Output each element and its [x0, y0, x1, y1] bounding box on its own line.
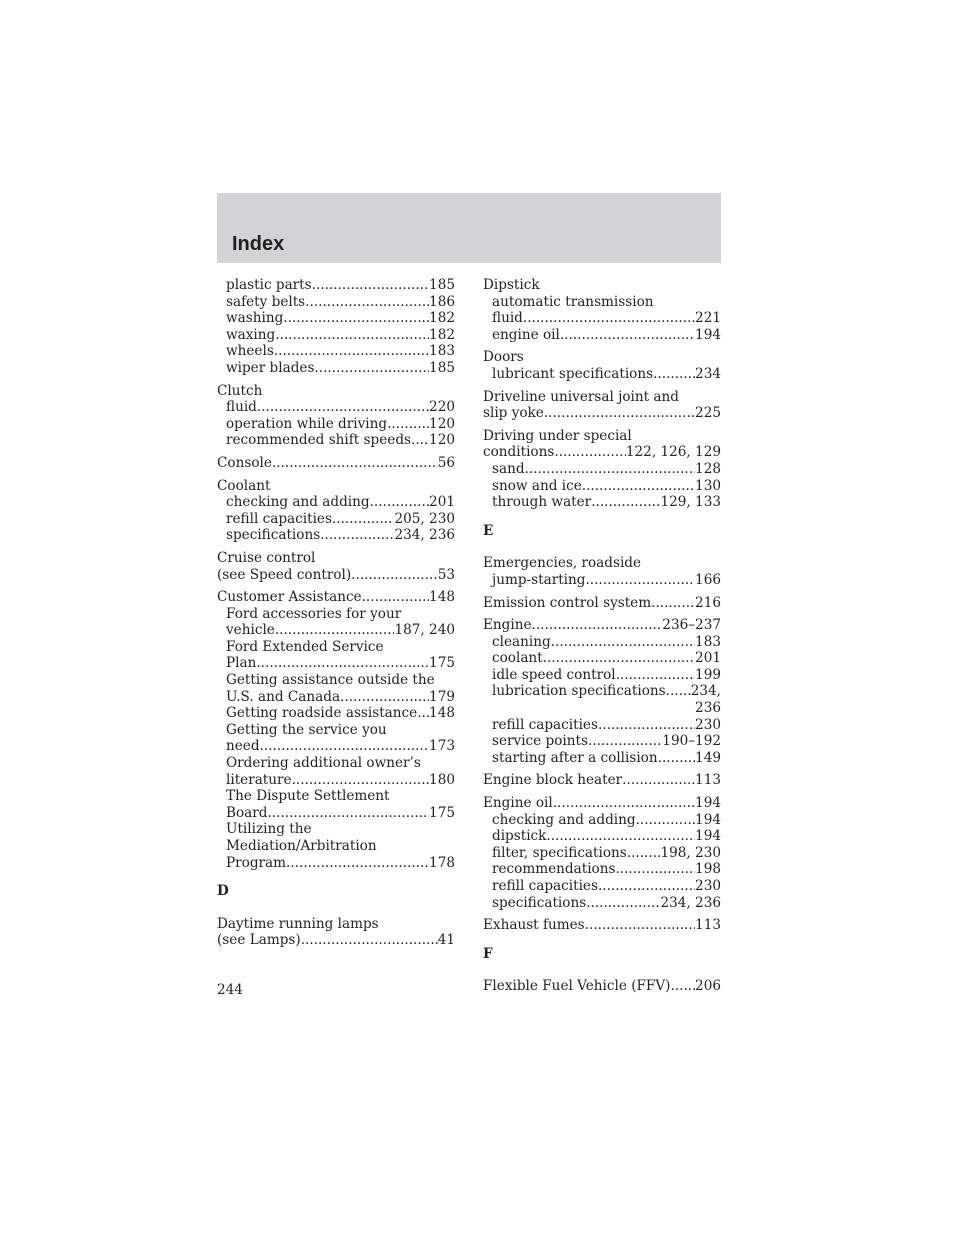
- dot-leader: [670, 978, 695, 995]
- index-entry: [483, 917, 721, 934]
- index-subentry: [217, 310, 455, 327]
- dot-leader: [312, 277, 429, 294]
- index-text: idle speed control: [492, 666, 616, 683]
- index-text: checking and adding: [492, 811, 636, 828]
- index-entry: [483, 978, 721, 995]
- dot-leader: [582, 478, 695, 495]
- index-text: through water: [492, 494, 592, 511]
- page-ref: 194: [695, 326, 721, 343]
- index-text: U.S. and Canada: [226, 688, 341, 705]
- page-ref: 199: [695, 666, 721, 683]
- index-text: recommendations: [492, 861, 616, 878]
- index-text: washing: [226, 310, 284, 327]
- index-text: Mediation/Arbitration: [226, 838, 377, 854]
- index-text: automatic transmission: [492, 293, 654, 310]
- index-column-left: [217, 277, 455, 955]
- index-subentry: [483, 845, 721, 862]
- index-subentry: [483, 733, 721, 750]
- dot-leader: [523, 310, 695, 327]
- index-subentry: [217, 722, 455, 739]
- index-term: [483, 917, 721, 934]
- index-subentry: [217, 689, 455, 706]
- index-text: Engine: [483, 617, 532, 634]
- index-subentry: [483, 750, 721, 767]
- index-term: [483, 772, 721, 789]
- dot-leader: [275, 622, 395, 639]
- index-header-bar: [217, 193, 721, 263]
- index-subentry: [483, 634, 721, 651]
- index-text: literature: [226, 771, 292, 788]
- index-subentry: [217, 755, 455, 772]
- index-subentry: [483, 667, 721, 684]
- index-subentry: [217, 738, 455, 755]
- index-term: [483, 555, 721, 572]
- dot-leader: [362, 589, 429, 606]
- index-text: Clutch: [217, 382, 263, 399]
- dot-leader: [532, 617, 663, 634]
- index-subentry: [217, 399, 455, 416]
- dot-leader: [292, 772, 429, 789]
- index-text: (see Lamps): [217, 932, 301, 949]
- index-entry: [483, 428, 721, 511]
- dot-leader: [553, 795, 695, 812]
- index-text: refill capacities: [492, 878, 598, 894]
- index-text: refill capacities: [226, 510, 332, 527]
- index-text: Cruise control: [217, 549, 316, 566]
- dot-leader: [666, 683, 691, 700]
- index-subentry: [483, 683, 721, 700]
- index-text: Emergencies, roadside: [483, 555, 642, 572]
- index-subentry: [483, 572, 721, 589]
- index-text: operation while driving: [226, 415, 388, 432]
- index-entry: [483, 772, 721, 789]
- dot-leader: [622, 772, 695, 789]
- index-subentry: [217, 511, 455, 528]
- index-text: recommended shift speeds: [226, 432, 412, 449]
- page-number: 244: [217, 982, 243, 998]
- index-text: filter, specifications: [492, 844, 627, 861]
- dot-leader: [272, 455, 438, 472]
- page-ref: 225: [695, 405, 721, 422]
- dot-leader: [286, 855, 429, 872]
- page-ref: 56: [437, 454, 455, 471]
- page-ref: 149: [695, 749, 721, 766]
- page-ref: 186: [429, 293, 455, 310]
- page-ref: 130: [695, 477, 721, 494]
- index-term: [483, 428, 721, 445]
- dot-leader: [314, 360, 429, 377]
- index-entry: [217, 550, 455, 583]
- dot-leader: [636, 812, 695, 829]
- dot-leader: [554, 444, 626, 461]
- index-text: The Dispute Settlement: [226, 788, 390, 805]
- page-ref: 194: [695, 828, 721, 845]
- dot-leader: [658, 750, 695, 767]
- dot-leader: [543, 650, 695, 667]
- dot-leader: [615, 861, 695, 878]
- page-ref: 198: [695, 861, 721, 878]
- index-subentry: [483, 327, 721, 344]
- index-term: [483, 795, 721, 812]
- index-text: safety belts: [226, 293, 306, 310]
- index-column-right: [483, 277, 721, 1001]
- index-subentry: [217, 639, 455, 656]
- index-term: [217, 383, 455, 400]
- index-entry: [217, 916, 455, 949]
- index-text: engine oil: [492, 326, 560, 343]
- page-ref: 187, 240: [394, 622, 455, 639]
- index-term: [483, 595, 721, 612]
- dot-leader: [275, 327, 429, 344]
- page-ref: 120: [429, 432, 455, 449]
- page-ref: 205, 230: [394, 510, 455, 527]
- index-subentry: [217, 855, 455, 872]
- index-text: refill capacities: [492, 716, 598, 733]
- index-subentry: [217, 821, 455, 838]
- index-text: cleaning: [492, 633, 551, 650]
- index-text: lubrication specifications: [492, 683, 666, 700]
- page-ref: 128: [695, 460, 721, 477]
- dot-leader: [340, 689, 429, 706]
- dot-leader: [301, 932, 438, 949]
- dot-leader: [274, 343, 429, 360]
- index-text: sand: [492, 460, 525, 477]
- page-ref: 148: [429, 705, 455, 722]
- index-text: vehicle: [226, 622, 275, 639]
- index-text: fluid: [492, 310, 523, 327]
- section-letter: D: [217, 883, 229, 900]
- index-subentry: [217, 655, 455, 672]
- index-entry: [217, 589, 455, 871]
- index-text: Getting assistance outside the: [226, 672, 435, 689]
- index-text: Exhaust fumes: [483, 917, 585, 934]
- index-text: conditions: [483, 444, 555, 461]
- index-text: plastic parts: [226, 277, 312, 293]
- page-ref: 113: [695, 772, 721, 789]
- page-ref: 148: [429, 589, 455, 606]
- index-text: specifications: [226, 527, 321, 544]
- dot-leader: [256, 655, 429, 672]
- page-ref: 221: [695, 310, 721, 327]
- index-subentry: [217, 360, 455, 377]
- page-title: Index: [232, 233, 285, 255]
- index-entry: [217, 478, 455, 544]
- index-text: Plan: [226, 655, 257, 672]
- page-ref: 179: [429, 688, 455, 705]
- dot-leader: [257, 399, 429, 416]
- index-subentry: [217, 527, 455, 544]
- page-ref: 41: [437, 932, 455, 949]
- index-entry: [217, 383, 455, 449]
- index-subentry: [483, 861, 721, 878]
- index-subentry: [217, 838, 455, 855]
- index-entry: [483, 595, 721, 612]
- index-text: Getting the service you: [226, 721, 387, 738]
- index-subentry: [217, 432, 455, 449]
- dot-leader: [653, 366, 695, 383]
- index-subentry: [217, 606, 455, 623]
- dot-leader: [598, 878, 695, 895]
- index-term: [483, 349, 721, 366]
- dot-leader: [387, 416, 429, 433]
- page-ref: 178: [429, 854, 455, 871]
- page-ref: 230: [695, 878, 721, 894]
- dot-leader: [260, 738, 430, 755]
- index-subentry: [483, 478, 721, 495]
- index-text: Ordering additional owner’s: [226, 755, 421, 772]
- index-subentry: [483, 650, 721, 667]
- index-subentry: [217, 343, 455, 360]
- index-text: specifications: [492, 894, 587, 911]
- index-subentry: [483, 828, 721, 845]
- dot-leader: [585, 917, 695, 934]
- index-entry: [483, 277, 721, 343]
- dot-leader: [267, 805, 429, 822]
- index-entry: [483, 349, 721, 382]
- index-text: slip yoke: [483, 405, 544, 422]
- page-ref: 183: [695, 633, 721, 650]
- index-text: checking and adding: [226, 494, 370, 511]
- page-ref: 183: [429, 343, 455, 360]
- page-ref: 180: [429, 771, 455, 788]
- index-term: [217, 550, 455, 567]
- dot-leader: [417, 705, 429, 722]
- index-subentry: [483, 366, 721, 383]
- index-subentry: [217, 772, 455, 789]
- index-text: Getting roadside assistance: [226, 705, 418, 722]
- index-text: Board: [226, 804, 268, 821]
- page-ref: 206: [695, 978, 721, 995]
- index-subentry: [217, 277, 455, 294]
- index-term: [483, 444, 721, 461]
- index-subentry: [217, 805, 455, 822]
- index-subentry: [217, 672, 455, 689]
- index-subentry: [217, 416, 455, 433]
- index-subentry: [483, 494, 721, 511]
- page-ref: 166: [695, 571, 721, 588]
- dot-leader: [598, 717, 695, 734]
- page-ref: 175: [429, 804, 455, 821]
- index-line-continuation: [483, 700, 721, 717]
- index-text: snow and ice: [492, 477, 582, 494]
- dot-leader: [551, 634, 695, 651]
- dot-leader: [588, 733, 662, 750]
- index-entry: [483, 617, 721, 766]
- page-ref: 194: [695, 811, 721, 828]
- dot-leader: [546, 828, 695, 845]
- page-ref: 185: [429, 277, 455, 293]
- index-term: [217, 455, 455, 472]
- index-text: fluid: [226, 399, 257, 416]
- dot-leader: [370, 494, 429, 511]
- index-text: coolant: [492, 650, 543, 667]
- index-text: Driveline universal joint and: [483, 388, 679, 405]
- dot-leader: [411, 432, 429, 449]
- page-ref: 198, 230: [660, 844, 721, 861]
- page-ref: 194: [695, 795, 721, 812]
- index-term: [483, 277, 721, 294]
- page-ref: 201: [429, 494, 455, 511]
- index-text: wiper blades: [226, 359, 315, 376]
- index-text: Doors: [483, 349, 524, 366]
- index-text: Program: [226, 854, 287, 871]
- index-text: Emission control system: [483, 594, 652, 611]
- index-subentry: [483, 717, 721, 734]
- index-text: jump-starting: [492, 571, 586, 588]
- dot-leader: [585, 572, 695, 589]
- page-ref: 173: [429, 738, 455, 755]
- page-ref: 220: [429, 399, 455, 416]
- dot-leader: [332, 511, 395, 528]
- index-subentry: [217, 327, 455, 344]
- index-text: Ford Extended Service: [226, 638, 384, 655]
- page-ref: 230: [695, 716, 721, 733]
- page-ref: 234, 236: [660, 894, 721, 911]
- index-term: [483, 978, 721, 995]
- index-subentry: [217, 494, 455, 511]
- index-subentry: [483, 895, 721, 912]
- index-term: [483, 405, 721, 422]
- dot-leader: [560, 327, 695, 344]
- index-entry: [217, 277, 455, 377]
- index-text: Flexible Fuel Vehicle (FFV): [483, 978, 671, 995]
- index-text: waxing: [226, 326, 276, 343]
- page-ref: 234: [695, 365, 721, 382]
- index-entry: [483, 389, 721, 422]
- page-ref: 175: [429, 655, 455, 672]
- index-term: [217, 932, 455, 949]
- index-term: [483, 617, 721, 634]
- index-text: starting after a collision: [492, 749, 658, 766]
- index-subentry: [483, 310, 721, 327]
- page-ref: 182: [429, 326, 455, 343]
- index-text: Coolant: [217, 477, 271, 494]
- index-text: dipstick: [492, 828, 547, 845]
- page-ref: 185: [429, 359, 455, 376]
- section-letter: E: [483, 522, 494, 539]
- index-text: Engine block heater: [483, 772, 623, 789]
- page-ref: 236: [695, 700, 721, 717]
- index-subentry: [217, 294, 455, 311]
- dot-leader: [627, 845, 661, 862]
- page-ref: 216: [695, 594, 721, 611]
- index-term: [217, 589, 455, 606]
- index-entry: [483, 555, 721, 588]
- dot-leader: [305, 294, 429, 311]
- page-ref: 201: [695, 650, 721, 667]
- index-entry: [483, 795, 721, 911]
- index-text: (see Speed control): [217, 566, 352, 583]
- page-ref: 234,: [690, 683, 721, 700]
- index-subentry: [483, 878, 721, 895]
- index-subentry: [483, 812, 721, 829]
- page-ref: 236–237: [662, 617, 721, 634]
- index-text: Dipstick: [483, 277, 540, 293]
- dot-leader: [351, 567, 438, 584]
- index-subentry: [483, 294, 721, 311]
- page-ref: 122, 126, 129: [625, 444, 721, 461]
- index-text: service points: [492, 733, 588, 750]
- index-text: Driving under special: [483, 427, 632, 444]
- index-subentry: [483, 461, 721, 478]
- index-text: Utilizing the: [226, 821, 312, 838]
- dot-leader: [651, 595, 695, 612]
- index-term: [217, 478, 455, 495]
- dot-leader: [616, 667, 695, 684]
- index-text: Console: [217, 454, 272, 471]
- page-ref: 182: [429, 310, 455, 327]
- section-letter: F: [483, 945, 493, 962]
- page-ref: 129, 133: [660, 494, 721, 511]
- index-text: Engine oil: [483, 795, 553, 812]
- index-entry: [217, 455, 455, 472]
- index-term: [217, 567, 455, 584]
- dot-leader: [591, 494, 660, 511]
- index-text: wheels: [226, 343, 274, 360]
- index-term: [483, 389, 721, 406]
- dot-leader: [586, 895, 660, 912]
- page-ref: 113: [695, 917, 721, 934]
- dot-leader: [525, 461, 696, 478]
- dot-leader: [544, 405, 695, 422]
- page-ref: 120: [429, 415, 455, 432]
- index-subentry: [217, 622, 455, 639]
- page-ref: 190–192: [662, 733, 721, 750]
- index-text: Ford accessories for your: [226, 605, 402, 622]
- page-ref: 234, 236: [394, 527, 455, 544]
- dot-leader: [320, 527, 394, 544]
- index-subentry: [217, 788, 455, 805]
- index-subentry: [217, 705, 455, 722]
- index-text: Daytime running lamps: [217, 915, 379, 932]
- index-text: need: [226, 738, 260, 755]
- index-text: lubricant specifications: [492, 365, 654, 382]
- index-term: [217, 916, 455, 933]
- page-ref: 53: [437, 566, 455, 583]
- dot-leader: [283, 310, 429, 327]
- index-text: Customer Assistance: [217, 589, 362, 606]
